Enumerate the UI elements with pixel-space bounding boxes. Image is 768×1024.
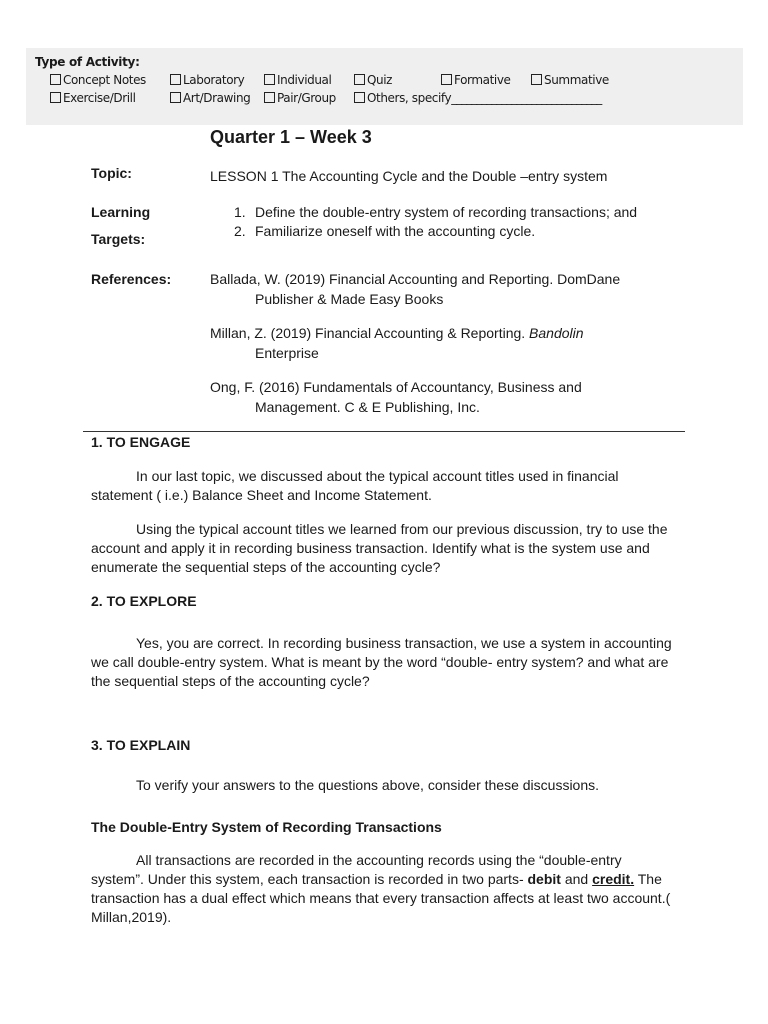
debit-term: debit bbox=[527, 871, 561, 887]
checkbox-art-drawing[interactable]: Art/Drawing bbox=[170, 91, 250, 105]
credit-term: credit. bbox=[592, 871, 635, 887]
explore-heading: 2. TO EXPLORE bbox=[91, 593, 197, 609]
engage-heading: 1. TO ENGAGE bbox=[91, 434, 191, 450]
reference-1: Ballada, W. (2019) Financial Accounting and Reporting. DomDane Publisher & Made Easy Books bbox=[210, 271, 621, 307]
checkbox-formative[interactable]: Formative bbox=[441, 73, 511, 87]
checkbox-icon bbox=[264, 74, 275, 85]
double-entry-subheading: The Double-Entry System of Recording Transactions bbox=[91, 819, 442, 835]
checkbox-icon bbox=[264, 92, 275, 103]
checkbox-icon bbox=[354, 74, 365, 85]
checkbox-others-specify[interactable]: Others, specify______________________________ bbox=[354, 91, 601, 105]
learning-label: Learning bbox=[91, 204, 151, 220]
specify-blank[interactable]: ______________________________ bbox=[451, 91, 602, 105]
checkbox-icon bbox=[50, 92, 61, 103]
checkbox-icon bbox=[50, 74, 61, 85]
checkbox-icon bbox=[531, 74, 542, 85]
reference-3: Ong, F. (2016) Fundamentals of Accountancy, Business and Management. C & E Publishing, Inc. bbox=[210, 379, 582, 415]
target-number-1: 1. bbox=[234, 204, 246, 220]
targets-label: Targets: bbox=[91, 231, 146, 247]
topic-value: LESSON 1 The Accounting Cycle and the Double –entry system bbox=[210, 168, 608, 184]
checkbox-exercise-drill[interactable]: Exercise/Drill bbox=[50, 91, 136, 105]
reference-2: Millan, Z. (2019) Financial Accounting & Reporting. Bandolin Enterprise bbox=[210, 325, 584, 361]
checkbox-individual[interactable]: Individual bbox=[264, 73, 331, 87]
references-label: References: bbox=[91, 271, 172, 287]
checkbox-icon bbox=[170, 92, 181, 103]
explore-paragraph: Yes, you are correct. In recording business transaction, we use a system in accounting we call double-entry system. What is meant by the word “double- entry system? and what are the sequential steps of the accounting cycle? bbox=[91, 635, 672, 689]
checkbox-laboratory[interactable]: Laboratory bbox=[170, 73, 244, 87]
explain-paragraph-2: All transactions are recorded in the accounting records using the “double-entry system”. Under this system, each transaction is recorded in two parts- debit and credit. The transaction has a dual effect which means that every transaction affects at least two account.( Millan,2019). bbox=[91, 852, 671, 925]
topic-label: Topic: bbox=[91, 165, 132, 181]
checkbox-icon bbox=[354, 92, 365, 103]
activity-type-heading: Type of Activity: bbox=[35, 55, 140, 69]
engage-paragraph-2: Using the typical account titles we learned from our previous discussion, try to use the account and apply it in recording business transaction. Identify what is the system use and enumerate the sequential steps of the accounting cycle? bbox=[91, 521, 668, 575]
section-divider bbox=[83, 431, 685, 432]
learning-target-2: Familiarize oneself with the accounting cycle. bbox=[255, 223, 536, 239]
explain-paragraph-1: To verify your answers to the questions above, consider these discussions. bbox=[136, 777, 600, 793]
engage-paragraph-1: In our last topic, we discussed about the typical account titles used in financial statement ( i.e.) Balance Sheet and Income Statement. bbox=[91, 468, 619, 503]
checkbox-icon bbox=[170, 74, 181, 85]
checkbox-icon bbox=[441, 74, 452, 85]
target-number-2: 2. bbox=[234, 223, 246, 239]
page-title: Quarter 1 – Week 3 bbox=[210, 127, 372, 147]
checkbox-pair-group[interactable]: Pair/Group bbox=[264, 91, 336, 105]
learning-target-1: Define the double-entry system of recording transactions; and bbox=[255, 204, 638, 220]
checkbox-quiz[interactable]: Quiz bbox=[354, 73, 392, 87]
checkbox-summative[interactable]: Summative bbox=[531, 73, 609, 87]
explain-heading: 3. TO EXPLAIN bbox=[91, 737, 191, 753]
checkbox-concept-notes[interactable]: Concept Notes bbox=[50, 73, 146, 87]
